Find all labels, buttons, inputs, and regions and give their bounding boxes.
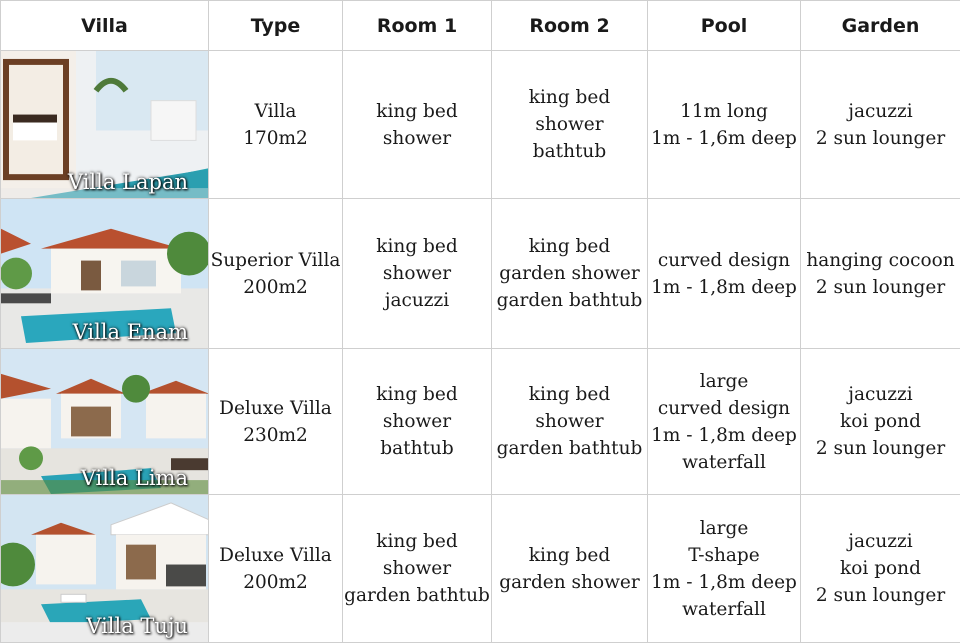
table-row (1, 51, 960, 199)
villa-name-label: Villa Tuju (86, 614, 188, 638)
pool-cell: curved design 1m - 1,8m deep (648, 199, 801, 349)
villa-name-label: Villa Lima (80, 466, 188, 490)
header-type: Type (209, 1, 343, 51)
table-row (1, 199, 960, 349)
villa-photo-cell (1, 199, 209, 349)
header-room2: Room 2 (492, 1, 648, 51)
garden-cell: jacuzzi koi pond 2 sun lounger (801, 495, 960, 643)
villa-photo-cell (1, 495, 209, 643)
garden-cell: hanging cocoon 2 sun lounger (801, 199, 960, 349)
type-cell: Villa 170m2 (209, 51, 343, 199)
table-row (1, 349, 960, 495)
header-row (1, 1, 960, 51)
villa-name-label: Villa Lapan (67, 170, 188, 194)
garden-cell: jacuzzi koi pond 2 sun lounger (801, 349, 960, 495)
header-pool: Pool (648, 1, 801, 51)
pool-cell: large curved design 1m - 1,8m deep waterfall (648, 349, 801, 495)
villa-photo-cell (1, 349, 209, 495)
villa-name-label: Villa Enam (72, 320, 188, 344)
room1-cell: king bed shower garden bathtub (343, 495, 492, 643)
pool-cell: large T-shape 1m - 1,8m deep waterfall (648, 495, 801, 643)
garden-cell: jacuzzi 2 sun lounger (801, 51, 960, 199)
room1-cell: king bed shower bathtub (343, 349, 492, 495)
room2-cell: king bed shower garden bathtub (492, 349, 648, 495)
type-cell: Deluxe Villa 200m2 (209, 495, 343, 643)
type-cell: Deluxe Villa 230m2 (209, 349, 343, 495)
type-cell: Superior Villa 200m2 (209, 199, 343, 349)
header-garden: Garden (801, 1, 960, 51)
villa-photo-cell (1, 51, 209, 199)
header-villa: Villa (1, 1, 209, 51)
room2-cell: king bed garden shower (492, 495, 648, 643)
header-room1: Room 1 (343, 1, 492, 51)
table-row (1, 495, 960, 643)
room1-cell: king bed shower (343, 51, 492, 199)
pool-cell: 11m long 1m - 1,6m deep (648, 51, 801, 199)
room1-cell: king bed shower jacuzzi (343, 199, 492, 349)
room2-cell: king bed garden shower garden bathtub (492, 199, 648, 349)
room2-cell: king bed shower bathtub (492, 51, 648, 199)
